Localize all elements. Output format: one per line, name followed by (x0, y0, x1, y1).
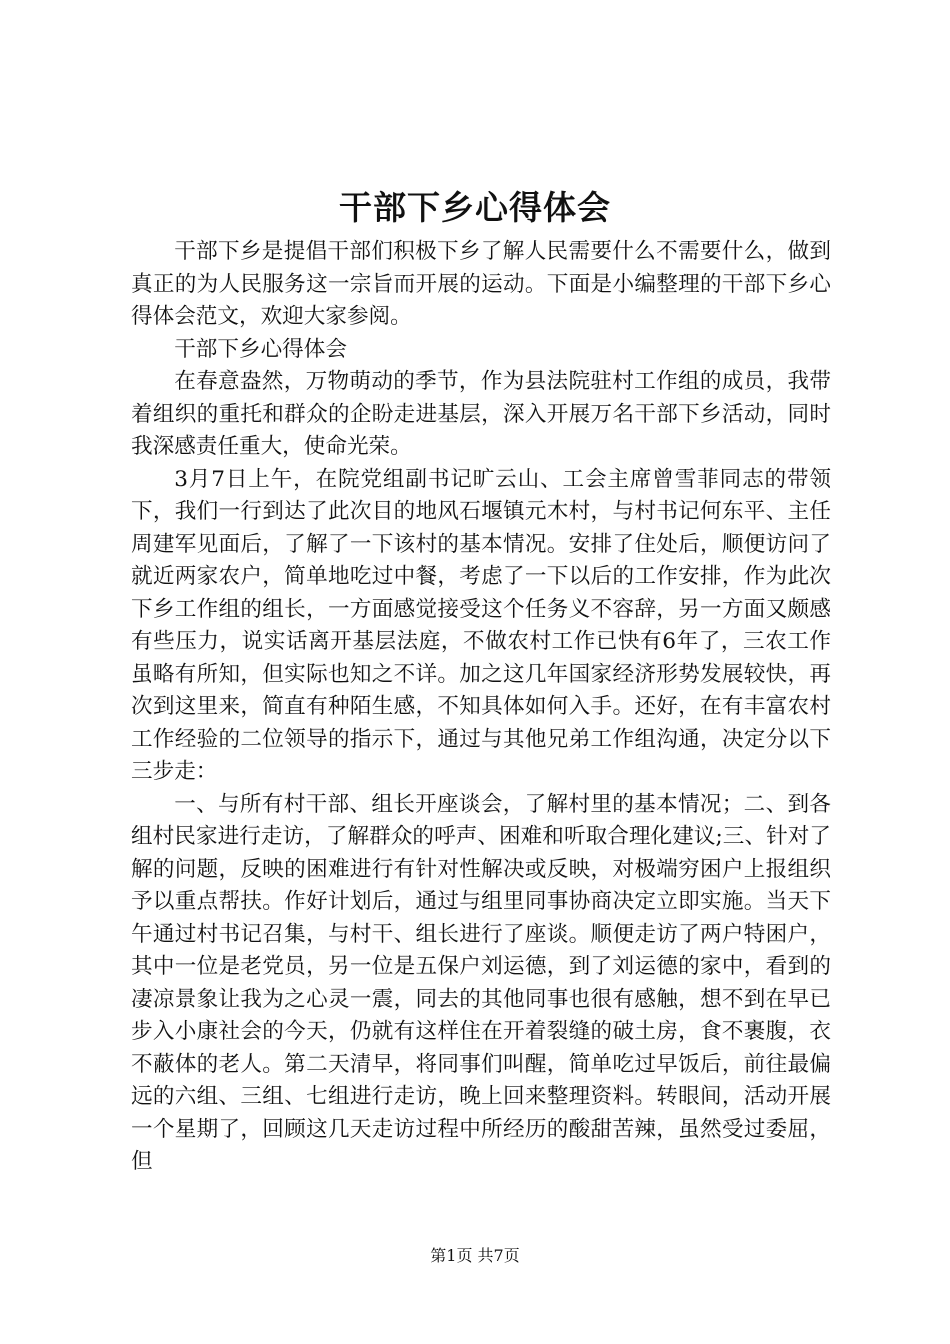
document-body (131, 236, 831, 1179)
paragraph-subtitle: 干部下乡心得体会 (174, 336, 347, 362)
page-number-footer: 第1页 共7页 (430, 1246, 520, 1265)
paragraph-spring: 在春意盎然，万物萌动的季节，作为县法院驻村工作组的成员，我带着组织的重托和群众的企盼走进基层，深入开展万名干部下乡活动，同时我深感责任重大，使命光荣。 (131, 369, 831, 459)
document-title: 干部下乡心得体会 (339, 188, 611, 227)
paragraph-intro: 干部下乡是提倡干部们积极下乡了解人民需要什么不需要什么，做到真正的为人民服务这一宗旨而开展的运动。下面是小编整理的干部下乡心得体会范文，欢迎大家参阅。 (131, 239, 831, 329)
paragraph-march-7: 3月7日上午，在院党组副书记旷云山、工会主席曾雪菲同志的带领下，我们一行到达了此次目的地风石堰镇元木村，与村书记何东平、主任周建军见面后，了解了一下该村的基本情况。安排了住处后，顺便访问了就近两家农户，简单地吃过中餐，考虑了一下以后的工作安排，作为此次下乡工作组的组长，一方面感觉接受这个任务义不容辞，另一方面又颇感有些压力，说实话离开基层法庭，不做农村工作已快有6年了，三农工作虽略有所知，但实际也知之不详。加之这几年国家经济形势发展较快，再次到这里来，简直有种陌生感，不知具体如何入手。还好，在有丰富农村工作经验的二位领导的指示下，通过与其他兄弟工作组沟通，决定分以下三步走： (131, 466, 831, 784)
paragraph-three-steps: 一、与所有村干部、组长开座谈会，了解村里的基本情况；二、到各组村民家进行走访，了解群众的呼声、困难和听取合理化建议;三、针对了解的问题，反映的困难进行有针对性解决或反映，对极端穷困户上报组织予以重点帮扶。作好计划后，通过与组里同事协商决定立即实施。当天下午通过村书记召集，与村干、组长进行了座谈。顺便走访了两户特困户，其中一位是老党员，另一位是五保户刘运德，到了刘运德的家中，看到的凄凉景象让我为之心灵一震，同去的其他同事也很有感触，想不到在早已步入小康社会的今天，仍就有这样住在开着裂缝的破土房，食不裹腹，衣不蔽体的老人。第二天清早，将同事们叫醒，简单吃过早饭后，前往最偏远的六组、三组、七组进行走访，晚上回来整理资料。转眼间，活动开展一个星期了，回顾这几天走访过程中所经历的酸甜苦辣，虽然受过委屈，但 (131, 791, 831, 1174)
